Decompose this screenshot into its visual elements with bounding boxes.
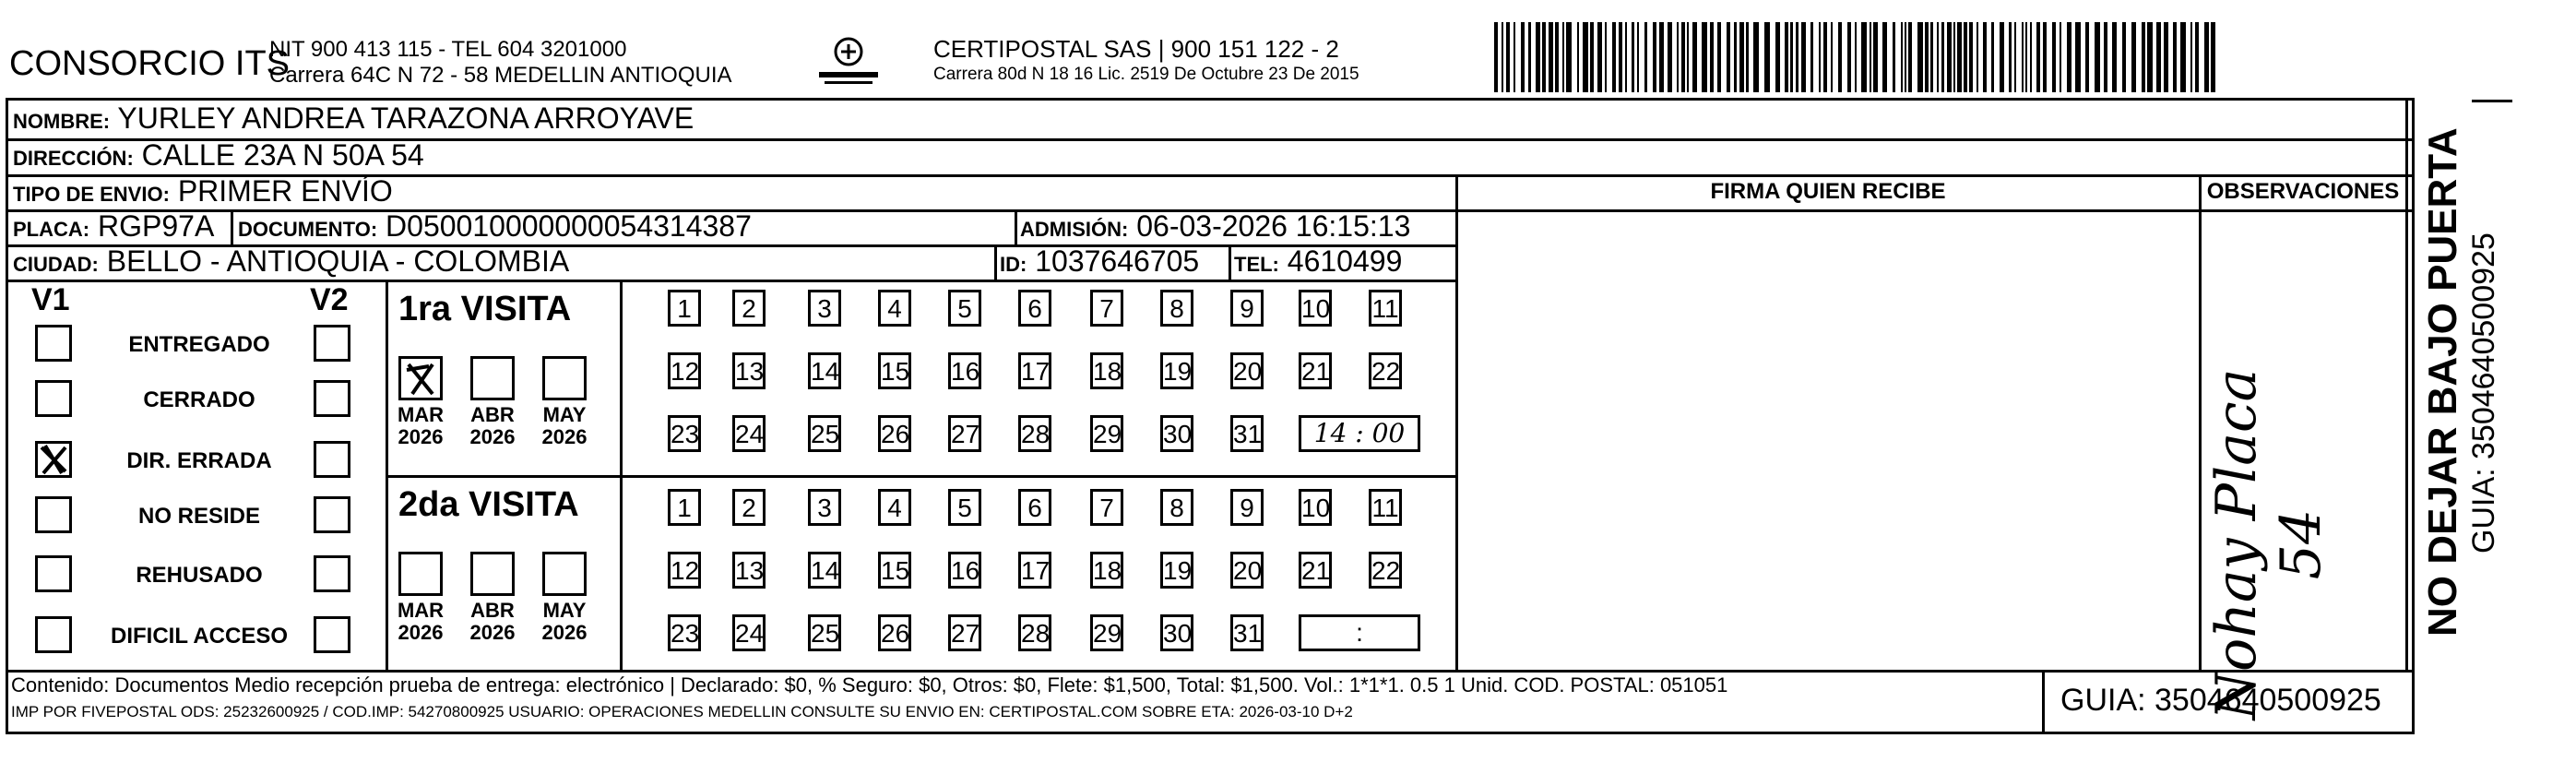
second-visit-day-box[interactable]: 24 (732, 614, 766, 651)
month-year: 2026 (469, 425, 516, 448)
first-visit-label: 1ra VISITA (398, 290, 572, 328)
second-visit-day-box[interactable]: 16 (948, 552, 981, 589)
second-visit-day-box[interactable]: 26 (878, 614, 911, 651)
id-value: 1037646705 (1035, 244, 1200, 278)
first-visit-day-box[interactable]: 27 (948, 415, 981, 452)
first-visit-day-box[interactable]: 7 (1090, 290, 1123, 327)
second-visit-day-box[interactable]: 18 (1090, 552, 1123, 589)
side-guia-text: GUIA: 3504640500925 (2466, 232, 2501, 554)
check-mark-icon (401, 359, 440, 398)
second-visit-day-box[interactable]: 29 (1090, 614, 1123, 651)
second-visit-day-box[interactable]: 1 (668, 489, 701, 526)
first-visit-month-checkbox[interactable] (470, 356, 515, 400)
document-field (238, 209, 752, 244)
v2-checkbox[interactable] (314, 496, 350, 533)
first-visit-day-box[interactable]: 26 (878, 415, 911, 452)
first-visit-day-box[interactable]: 3 (808, 290, 841, 327)
tel-value: 4610499 (1287, 244, 1403, 278)
admission-value: 06-03-2026 16:15:13 (1136, 209, 1411, 243)
month-name: MAR (397, 403, 445, 426)
v2-checkbox[interactable] (314, 380, 350, 417)
first-visit-day-box[interactable]: 25 (808, 415, 841, 452)
v2-checkbox[interactable] (314, 616, 350, 653)
footer-divider (6, 670, 2415, 673)
second-visit-day-box[interactable]: 28 (1018, 614, 1051, 651)
second-visit-day-box[interactable]: 30 (1160, 614, 1193, 651)
v2-checkbox[interactable] (314, 441, 350, 478)
second-visit-day-box[interactable]: 5 (948, 489, 981, 526)
observations-left-border (2199, 174, 2202, 673)
first-visit-month-checkbox[interactable] (542, 356, 587, 400)
month-name: MAR (397, 599, 445, 622)
city-value: BELLO - ANTIOQUIA - COLOMBIA (106, 244, 570, 278)
second-visit-day-box[interactable]: 2 (732, 489, 766, 526)
tel-field (1234, 244, 1402, 279)
document-label: DOCUMENTO: (238, 218, 378, 241)
carrier-address: Carrera 80d N 18 16 Lic. 2519 De Octubre 23 De 2015 (933, 65, 1359, 84)
first-visit-day-box[interactable]: 18 (1090, 352, 1123, 389)
cell-divider (994, 244, 997, 280)
second-visit-day-box[interactable]: 25 (808, 614, 841, 651)
month-label (465, 600, 520, 644)
second-visit-day-box[interactable]: 10 (1299, 489, 1332, 526)
send-type-label: TIPO DE ENVIO: (13, 183, 170, 206)
side-warning-text: NO DEJAR BAJO PUERTA (2420, 127, 2465, 637)
observations-label: OBSERVACIONES (2206, 179, 2400, 204)
month-year: 2026 (398, 621, 444, 644)
v1-checkbox[interactable] (35, 441, 72, 478)
first-visit-day-box[interactable]: 4 (878, 290, 911, 327)
address-label: DIRECCIÓN: (13, 147, 134, 170)
footer-line2: IMP POR FIVEPOSTAL ODS: 25232600925 / COD.IMP: 54270800925 USUARIO: OPERACIONES MEDELLIN CONSULTE SU ENVIO EN: CERTIPOSTAL.COM SOBRE ETA: 2026-03-10 D+2 (11, 703, 1353, 720)
second-visit-day-box[interactable]: 19 (1160, 552, 1193, 589)
second-visit-day-box[interactable]: 31 (1230, 614, 1264, 651)
first-visit-day-box[interactable]: 23 (668, 415, 701, 452)
second-visit-day-box[interactable]: 6 (1018, 489, 1051, 526)
status-label: NO RESIDE (137, 504, 261, 529)
second-visit-time-field[interactable]: : (1299, 614, 1420, 651)
name-field (13, 101, 694, 136)
v1-checkbox[interactable] (35, 616, 72, 653)
v1-checkbox[interactable] (35, 555, 72, 592)
v2-checkbox[interactable] (314, 325, 350, 362)
first-visit-day-box[interactable]: 21 (1299, 352, 1332, 389)
tel-label: TEL: (1234, 253, 1279, 276)
month-name: ABR (470, 599, 515, 622)
status-label: REHUSADO (136, 563, 263, 588)
v1-checkbox[interactable] (35, 496, 72, 533)
id-field (1000, 244, 1199, 279)
second-visit-day-box[interactable]: 3 (808, 489, 841, 526)
month-year: 2026 (469, 621, 516, 644)
side-warning (2420, 120, 2466, 637)
second-visit-day-box[interactable]: 4 (878, 489, 911, 526)
status-label: CERRADO (143, 387, 255, 412)
month-name: MAY (542, 599, 587, 622)
v1-checkbox[interactable] (35, 380, 72, 417)
signature-label: FIRMA QUIEN RECIBE (1710, 179, 1946, 204)
first-visit-day-box[interactable]: 16 (948, 352, 981, 389)
status-label: DIFICIL ACCESO (110, 624, 288, 649)
first-visit-day-box[interactable]: 8 (1160, 290, 1193, 327)
second-visit-day-box[interactable]: 15 (878, 552, 911, 589)
plate-field (13, 209, 214, 244)
footer-guia-divider (2042, 670, 2045, 734)
second-visit-day-box[interactable]: 13 (732, 552, 766, 589)
second-visit-day-box[interactable]: 9 (1230, 489, 1264, 526)
first-visit-day-box[interactable]: 1 (668, 290, 701, 327)
first-visit-day-box[interactable]: 22 (1369, 352, 1402, 389)
barcode (1492, 22, 2221, 92)
second-visit-day-box[interactable]: 22 (1369, 552, 1402, 589)
cell-divider (231, 209, 233, 244)
first-visit-day-box[interactable]: 11 (1369, 290, 1402, 327)
month-label (465, 404, 520, 448)
address-field (13, 138, 424, 173)
plate-label: PLACA: (13, 218, 90, 241)
v2-checkbox[interactable] (314, 555, 350, 592)
month-label (537, 404, 592, 448)
v1-checkbox[interactable] (35, 325, 72, 362)
plate-value: RGP97A (98, 209, 215, 243)
status-label: ENTREGADO (128, 332, 270, 357)
v1-label: V1 (31, 282, 70, 317)
name-label: NOMBRE: (13, 110, 111, 133)
month-year: 2026 (398, 425, 444, 448)
footer-line1: Contenido: Documentos Medio recepción prueba de entrega: electrónico | Declarado: $0, % Seguro: $0, Otros: $0, Flete: $1,500, Total: $1,500. Vol.: 1*1*1. 0.5 1 Unid. COD. POSTAL: 051051 (11, 673, 1728, 697)
first-visit-day-box[interactable]: 5 (948, 290, 981, 327)
row-divider (6, 280, 1455, 282)
first-visit-day-box[interactable]: 15 (878, 352, 911, 389)
visit-separator (386, 475, 1455, 478)
first-visit-day-box[interactable]: 9 (1230, 290, 1264, 327)
first-visit-day-box[interactable]: 30 (1160, 415, 1193, 452)
second-visit-month-checkbox[interactable] (470, 552, 515, 596)
v2-label: V2 (310, 282, 349, 317)
second-visit-day-box[interactable]: 8 (1160, 489, 1193, 526)
first-visit-day-box[interactable]: 12 (668, 352, 701, 389)
second-visit-month-checkbox[interactable] (542, 552, 587, 596)
id-label: ID: (1000, 253, 1027, 276)
first-visit-day-box[interactable]: 28 (1018, 415, 1051, 452)
first-visit-day-box[interactable]: 24 (732, 415, 766, 452)
certipostal-logo (812, 33, 885, 89)
month-label (393, 600, 448, 644)
month-name: ABR (470, 403, 515, 426)
first-visit-day-box[interactable]: 14 (808, 352, 841, 389)
company-name: CONSORCIO ITS (9, 44, 291, 83)
name-value: YURLEY ANDREA TARAZONA ARROYAVE (117, 101, 694, 135)
observations-right-border (2405, 98, 2408, 673)
second-visit-day-box[interactable]: 27 (948, 614, 981, 651)
month-name: MAY (542, 403, 587, 426)
city-label: CIUDAD: (13, 253, 99, 276)
company-address: Carrera 64C N 72 - 58 MEDELLIN ANTIOQUIA (269, 63, 732, 88)
first-visit-day-box[interactable]: 31 (1230, 415, 1264, 452)
first-visit-day-box[interactable]: 13 (732, 352, 766, 389)
second-visit-label: 2da VISITA (398, 485, 579, 524)
footer-guia: GUIA: 3504640500925 (2060, 683, 2381, 718)
second-visit-day-box[interactable]: 17 (1018, 552, 1051, 589)
status-label: DIR. ERRADA (126, 448, 272, 473)
cell-divider (1015, 209, 1017, 244)
second-visit-day-box[interactable]: 12 (668, 552, 701, 589)
send-type-value: PRIMER ENVÍO (177, 174, 393, 208)
first-visit-day-box[interactable]: 2 (732, 290, 766, 327)
admission-field (1020, 209, 1410, 244)
first-visit-day-box[interactable]: 10 (1299, 290, 1332, 327)
corner-mark (2472, 100, 2512, 102)
second-visit-month-checkbox[interactable] (398, 552, 443, 596)
admission-label: ADMISIÓN: (1020, 218, 1129, 241)
side-guia (2466, 185, 2503, 554)
first-visit-time-field[interactable]: 14 : 00 (1299, 415, 1420, 452)
second-visit-day-box[interactable]: 7 (1090, 489, 1123, 526)
check-mark-icon (38, 444, 69, 475)
first-visit-day-box[interactable]: 29 (1090, 415, 1123, 452)
month-year: 2026 (541, 621, 588, 644)
company-nit: NIT 900 413 115 - TEL 604 3201000 (269, 37, 627, 62)
address-value: CALLE 23A N 50A 54 (141, 138, 424, 172)
first-visit-day-box[interactable]: 20 (1230, 352, 1264, 389)
second-visit-day-box[interactable]: 21 (1299, 552, 1332, 589)
send-type-field (13, 174, 393, 208)
second-visit-day-box[interactable]: 23 (668, 614, 701, 651)
first-visit-day-box[interactable]: 19 (1160, 352, 1193, 389)
first-visit-day-box[interactable]: 6 (1018, 290, 1051, 327)
month-year: 2026 (541, 425, 588, 448)
city-field (13, 244, 569, 279)
cell-divider (1229, 244, 1231, 280)
month-label (537, 600, 592, 644)
second-visit-day-box[interactable]: 20 (1230, 552, 1264, 589)
carrier-name: CERTIPOSTAL SAS | 900 151 122 - 2 (933, 35, 1339, 63)
month-label (393, 404, 448, 448)
signature-left-border (1455, 174, 1458, 673)
document-value: D050010000000054314387 (386, 209, 752, 243)
second-visit-day-box[interactable]: 14 (808, 552, 841, 589)
first-visit-day-box[interactable]: 17 (1018, 352, 1051, 389)
observation-handwriting: Nohay Placa 54 (2204, 368, 2333, 720)
second-visit-day-box[interactable]: 11 (1369, 489, 1402, 526)
first-visit-month-checkbox[interactable] (398, 356, 443, 400)
